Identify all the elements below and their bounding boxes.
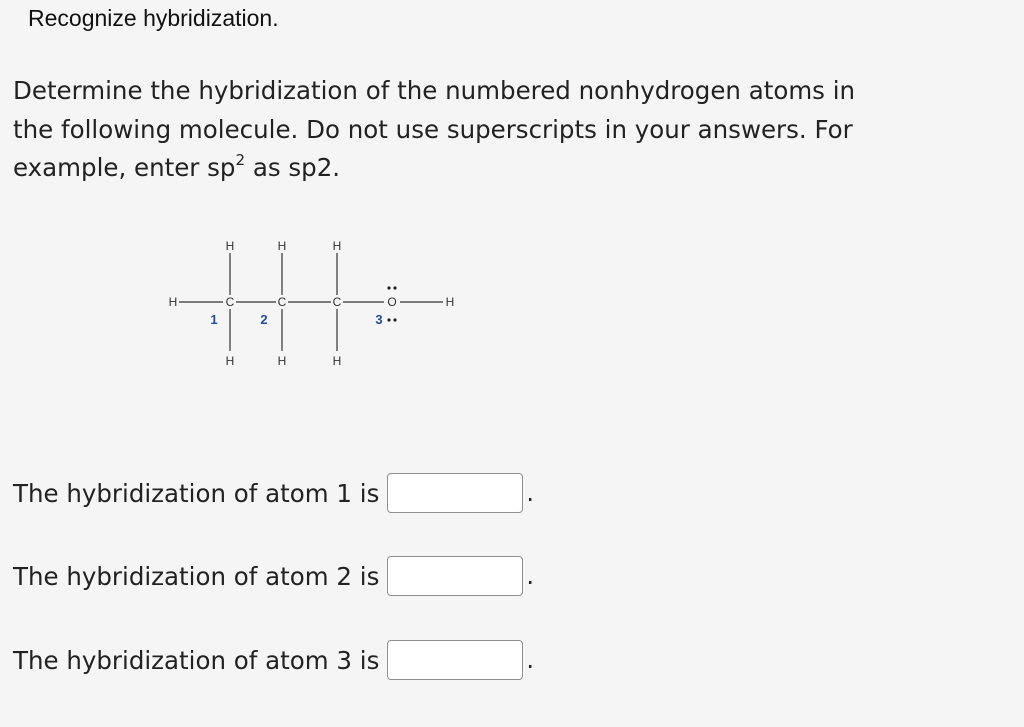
example-suffix: as sp2. <box>245 153 341 182</box>
answer-period-3: . <box>526 646 535 674</box>
answer-row-atom-3 <box>13 637 534 683</box>
atom-h-top-2: H <box>277 239 287 253</box>
example-prefix: example, enter sp <box>13 153 236 182</box>
page-title: Recognize hybridization. <box>28 5 279 31</box>
atom-h-right: H <box>445 295 455 309</box>
atom-h-left: H <box>168 295 178 309</box>
answer-label-atom-2: The hybridization of atom 2 is <box>13 561 380 591</box>
answer-input-atom-2[interactable] <box>387 556 523 596</box>
atom-h-bottom-1: H <box>225 354 235 368</box>
molecule-bonds <box>179 253 443 351</box>
atom-c2: C <box>277 295 287 309</box>
molecule-structure <box>160 232 470 377</box>
question-line-2: the following molecule. Do not use superscripts in your answers. For <box>13 114 853 144</box>
molecule-diagram <box>160 232 470 382</box>
atom-o: O <box>387 295 397 309</box>
question-line-3 <box>13 149 973 188</box>
answer-row-atom-1 <box>13 470 534 516</box>
atom-c3: C <box>332 295 342 309</box>
answer-row-atom-2 <box>13 553 534 599</box>
answer-input-atom-3[interactable] <box>387 640 523 680</box>
question-text <box>13 72 973 188</box>
atom-number-1: 1 <box>210 312 218 327</box>
answer-period-1: . <box>526 479 535 507</box>
answer-input-atom-1[interactable] <box>387 473 523 513</box>
atom-h-top-1: H <box>225 239 235 253</box>
atom-c1: C <box>225 295 235 309</box>
answer-period-2: . <box>526 562 535 590</box>
atom-number-2: 2 <box>260 312 268 327</box>
atom-h-top-3: H <box>332 239 342 253</box>
answer-label-atom-3: The hybridization of atom 3 is <box>13 645 380 675</box>
atom-number-3: 3 <box>375 312 383 327</box>
example-superscript: 2 <box>235 150 246 169</box>
question-line-1: Determine the hybridization of the numbered nonhydrogen atoms in <box>13 76 856 105</box>
atom-h-bottom-2: H <box>277 354 287 368</box>
atom-h-bottom-3: H <box>332 354 342 368</box>
answer-label-atom-1: The hybridization of atom 1 is <box>13 478 380 508</box>
